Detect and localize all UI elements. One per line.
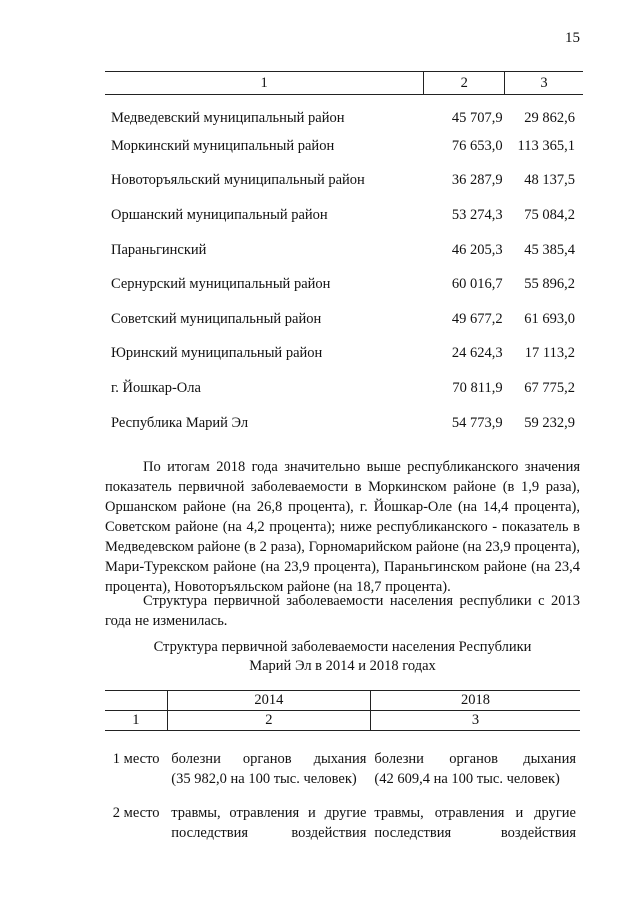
value-col-3: 55 896,2 bbox=[524, 276, 575, 293]
value-col-2: 46 205,3 bbox=[451, 241, 503, 258]
year-header-row bbox=[105, 691, 580, 711]
cell-2018 bbox=[370, 749, 580, 789]
table-row bbox=[105, 371, 583, 406]
cell-line: последствия воздействия bbox=[374, 825, 576, 841]
value-col-3: 48 137,5 bbox=[524, 172, 575, 189]
value-col-2: 53 274,3 bbox=[451, 206, 503, 223]
table-row bbox=[105, 406, 583, 441]
value-col-3: 17 113,2 bbox=[524, 345, 575, 362]
value-col-2: 24 624,3 bbox=[451, 345, 503, 362]
year-header-empty bbox=[105, 691, 167, 711]
spacer-row bbox=[105, 731, 580, 750]
cell-line: травмы, отравления и другие bbox=[374, 805, 576, 821]
district-name: Новоторъяльский муниципальный район bbox=[111, 172, 365, 189]
value-col-2: 49 677,2 bbox=[451, 310, 503, 327]
table-row bbox=[105, 198, 583, 233]
value-col-3: 67 775,2 bbox=[524, 379, 575, 396]
cell-2014 bbox=[167, 803, 370, 843]
table-row bbox=[105, 749, 580, 789]
table-row bbox=[105, 164, 583, 199]
table-row bbox=[105, 129, 583, 164]
district-name: Советский муниципальный район bbox=[111, 310, 322, 327]
table-row bbox=[105, 302, 583, 337]
rank-cell: 1 место bbox=[112, 751, 160, 767]
value-col-3: 75 084,2 bbox=[524, 206, 575, 223]
district-name: Юринский муниципальный район bbox=[111, 345, 323, 362]
value-col-3: 59 232,9 bbox=[524, 414, 575, 431]
district-name: Моркинский муниципальный район bbox=[111, 137, 335, 154]
year-header-2014: 2014 bbox=[167, 691, 370, 711]
column-header-1: 1 bbox=[105, 72, 424, 95]
number-header-3: 3 bbox=[370, 711, 580, 731]
value-col-2: 60 016,7 bbox=[451, 276, 503, 293]
value-col-3: 45 385,4 bbox=[524, 241, 575, 258]
column-header-3: 3 bbox=[505, 72, 583, 95]
district-incidence-table bbox=[105, 71, 583, 440]
value-col-2: 70 811,9 bbox=[452, 379, 503, 396]
number-header-row bbox=[105, 711, 580, 731]
district-name: г. Йошкар-Ола bbox=[111, 379, 201, 396]
structure-paragraph-text: Структура первичной заболеваемости населения республики с 2013 года не изменилась. bbox=[105, 593, 580, 629]
district-name: Оршанский муниципальный район bbox=[111, 206, 328, 223]
analysis-paragraph bbox=[105, 457, 580, 597]
number-header-2: 2 bbox=[167, 711, 370, 731]
structure-paragraph bbox=[105, 591, 580, 631]
table-title-line-2: Марий Эл в 2014 и 2018 годах bbox=[249, 658, 436, 674]
cell-line: травмы, отравления и другие bbox=[171, 805, 367, 821]
spacer-row bbox=[105, 789, 580, 803]
page-number: 15 bbox=[565, 30, 580, 46]
cell-2014 bbox=[167, 749, 370, 789]
value-col-2: 36 287,9 bbox=[451, 172, 503, 189]
cell-line: болезни органов дыхания bbox=[374, 751, 576, 767]
district-name: Медведевский муниципальный район bbox=[111, 109, 345, 126]
value-col-2: 54 773,9 bbox=[451, 414, 503, 431]
table-title bbox=[105, 638, 580, 676]
table-row bbox=[105, 95, 583, 130]
value-col-3: 29 862,6 bbox=[524, 109, 575, 126]
cell-line: болезни органов дыхания bbox=[171, 751, 367, 767]
number-header-1: 1 bbox=[105, 711, 167, 731]
value-col-3: 113 365,1 bbox=[517, 137, 575, 154]
column-header-2: 2 bbox=[424, 72, 505, 95]
table-row bbox=[105, 267, 583, 302]
analysis-paragraph-text: По итогам 2018 года значительно выше республиканского значения показатель первичной заболеваемости в Моркинском районе (в 1,9 раза), Оршанском районе (на 26,8 процента), г. Йошкар-Оле (на 14,4 процента), Советском районе (на 4,2 процента); ниже республиканского - показатель в Медведевском районе (в 2 раза), Горномарийском районе (на 23,9 процента), Мари-Турекском районе (на 23,9 процента), Параньгинском районе (на 23,4 процента), Новоторъяльском районе (на 18,7 процента). bbox=[105, 459, 580, 595]
table-row bbox=[105, 337, 583, 372]
cell-2018 bbox=[370, 803, 580, 843]
district-name: Республика Марий Эл bbox=[111, 414, 249, 431]
table-row bbox=[105, 233, 583, 268]
district-name: Параньгинский bbox=[111, 241, 207, 258]
table-row bbox=[105, 803, 580, 843]
value-col-2: 45 707,9 bbox=[451, 109, 503, 126]
value-col-3: 61 693,0 bbox=[524, 310, 575, 327]
table-title-line-1: Структура первичной заболеваемости населения Республики bbox=[153, 639, 532, 655]
cell-line: (42 609,4 на 100 тыс. человек) bbox=[374, 771, 560, 787]
incidence-structure-table bbox=[105, 690, 580, 843]
table-header-row bbox=[105, 72, 583, 95]
rank-cell: 2 место bbox=[112, 805, 160, 821]
district-name: Сернурский муниципальный район bbox=[111, 276, 331, 293]
cell-line: последствия воздействия bbox=[171, 825, 367, 841]
year-header-2018: 2018 bbox=[370, 691, 580, 711]
value-col-2: 76 653,0 bbox=[451, 137, 503, 154]
cell-line: (35 982,0 на 100 тыс. человек) bbox=[171, 771, 357, 787]
